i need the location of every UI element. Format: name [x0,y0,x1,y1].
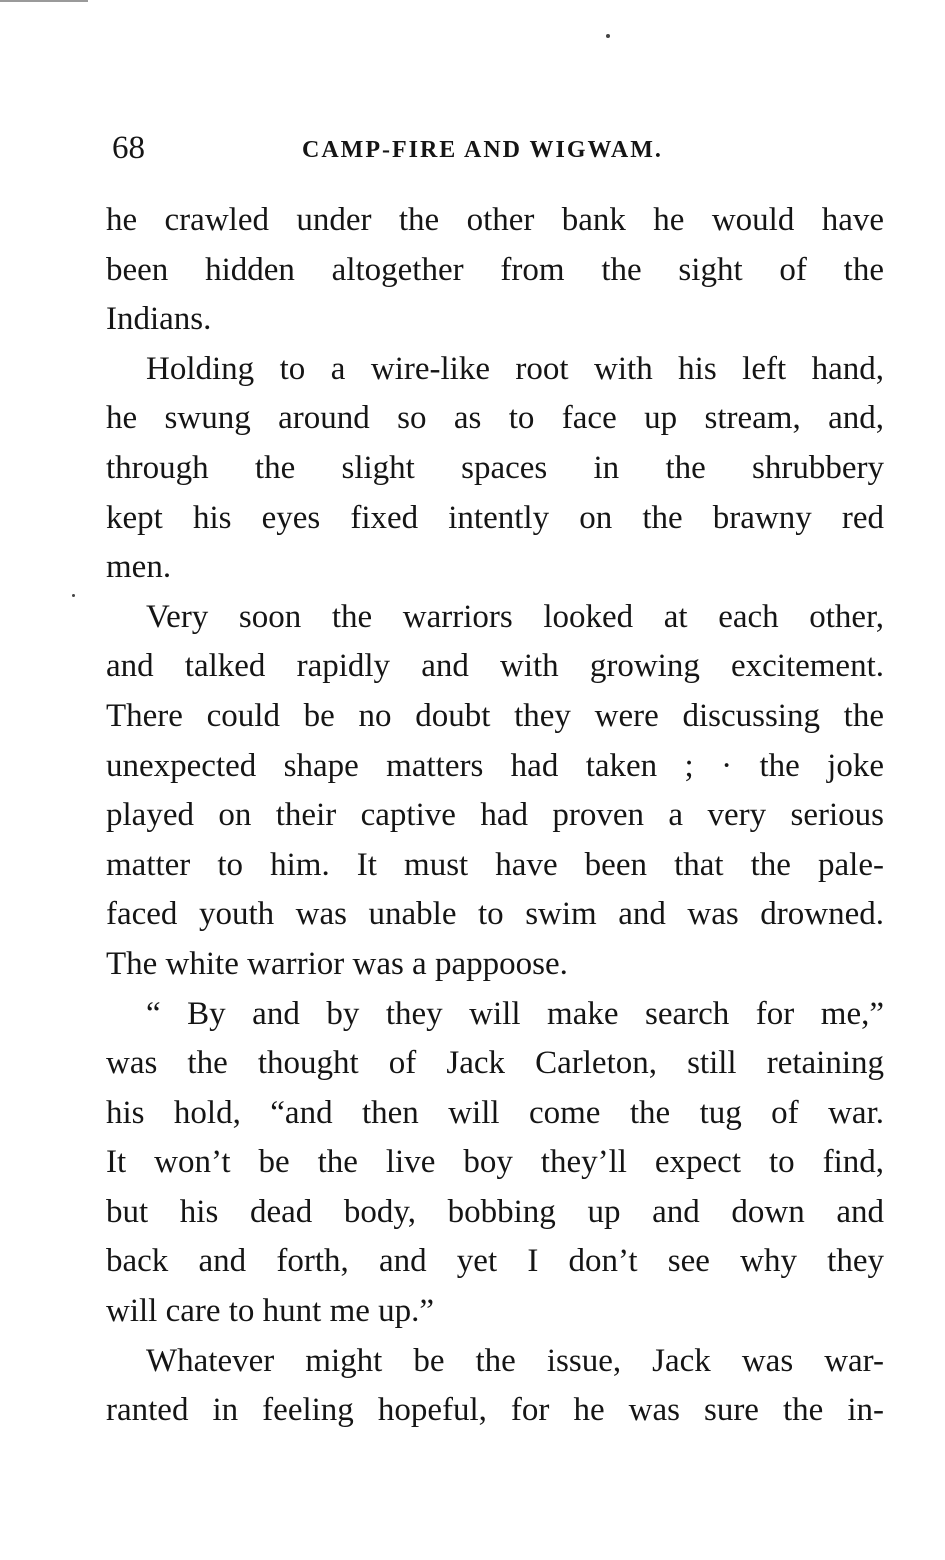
text-line: matter to him. It must have been that the pale- [106,846,884,883]
text-line: he swung around so as to face up stream, and, [106,400,884,437]
body-text [106,196,884,1436]
text-line: ranted in feeling hopeful, for he was sure the in- [106,1392,884,1429]
text-line: unexpected shape matters had taken ; · the joke [106,747,884,784]
text-line: through the slight spaces in the shrubbery [106,449,884,486]
text-line: his hold, “and then will come the tug of war. [106,1094,884,1131]
text-line: will care to hunt me up.” [106,1293,435,1330]
text-line: Holding to a wire-like root with his left hand, [146,350,884,387]
text-line: The white warrior was a pappoose. [106,945,568,982]
text-line: “ By and by they will make search for me,” [146,995,884,1032]
scan-corner-rule [0,0,88,2]
text-line: faced youth was unable to swim and was drowned. [106,896,884,933]
text-line: There could be no doubt they were discussing the [106,697,884,734]
page-header [112,128,882,172]
scan-speck [72,594,75,597]
text-line: played on their captive had proven a very serious [106,797,884,834]
text-line: Very soon the warriors looked at each other, [146,598,884,635]
text-line: and talked rapidly and with growing excitement. [106,648,884,685]
text-line: he crawled under the other bank he would have [106,202,884,238]
text-line: Indians. [106,301,212,338]
text-line: but his dead body, bobbing up and down and [106,1193,884,1230]
text-line: back and forth, and yet I don’t see why they [106,1243,884,1280]
page-number: 68 [112,130,145,166]
text-line: kept his eyes fixed intently on the brawny red [106,499,884,536]
running-head: CAMP-FIRE AND WIGWAM. [302,137,663,163]
text-line: was the thought of Jack Carleton, still retaining [106,1045,884,1082]
text-line: Whatever might be the issue, Jack was war- [146,1342,884,1379]
text-line: It won’t be the live boy they’ll expect to find, [106,1144,884,1181]
text-line: been hidden altogether from the sight of the [106,251,884,288]
scan-speck [606,34,610,38]
text-line: men. [106,549,172,586]
